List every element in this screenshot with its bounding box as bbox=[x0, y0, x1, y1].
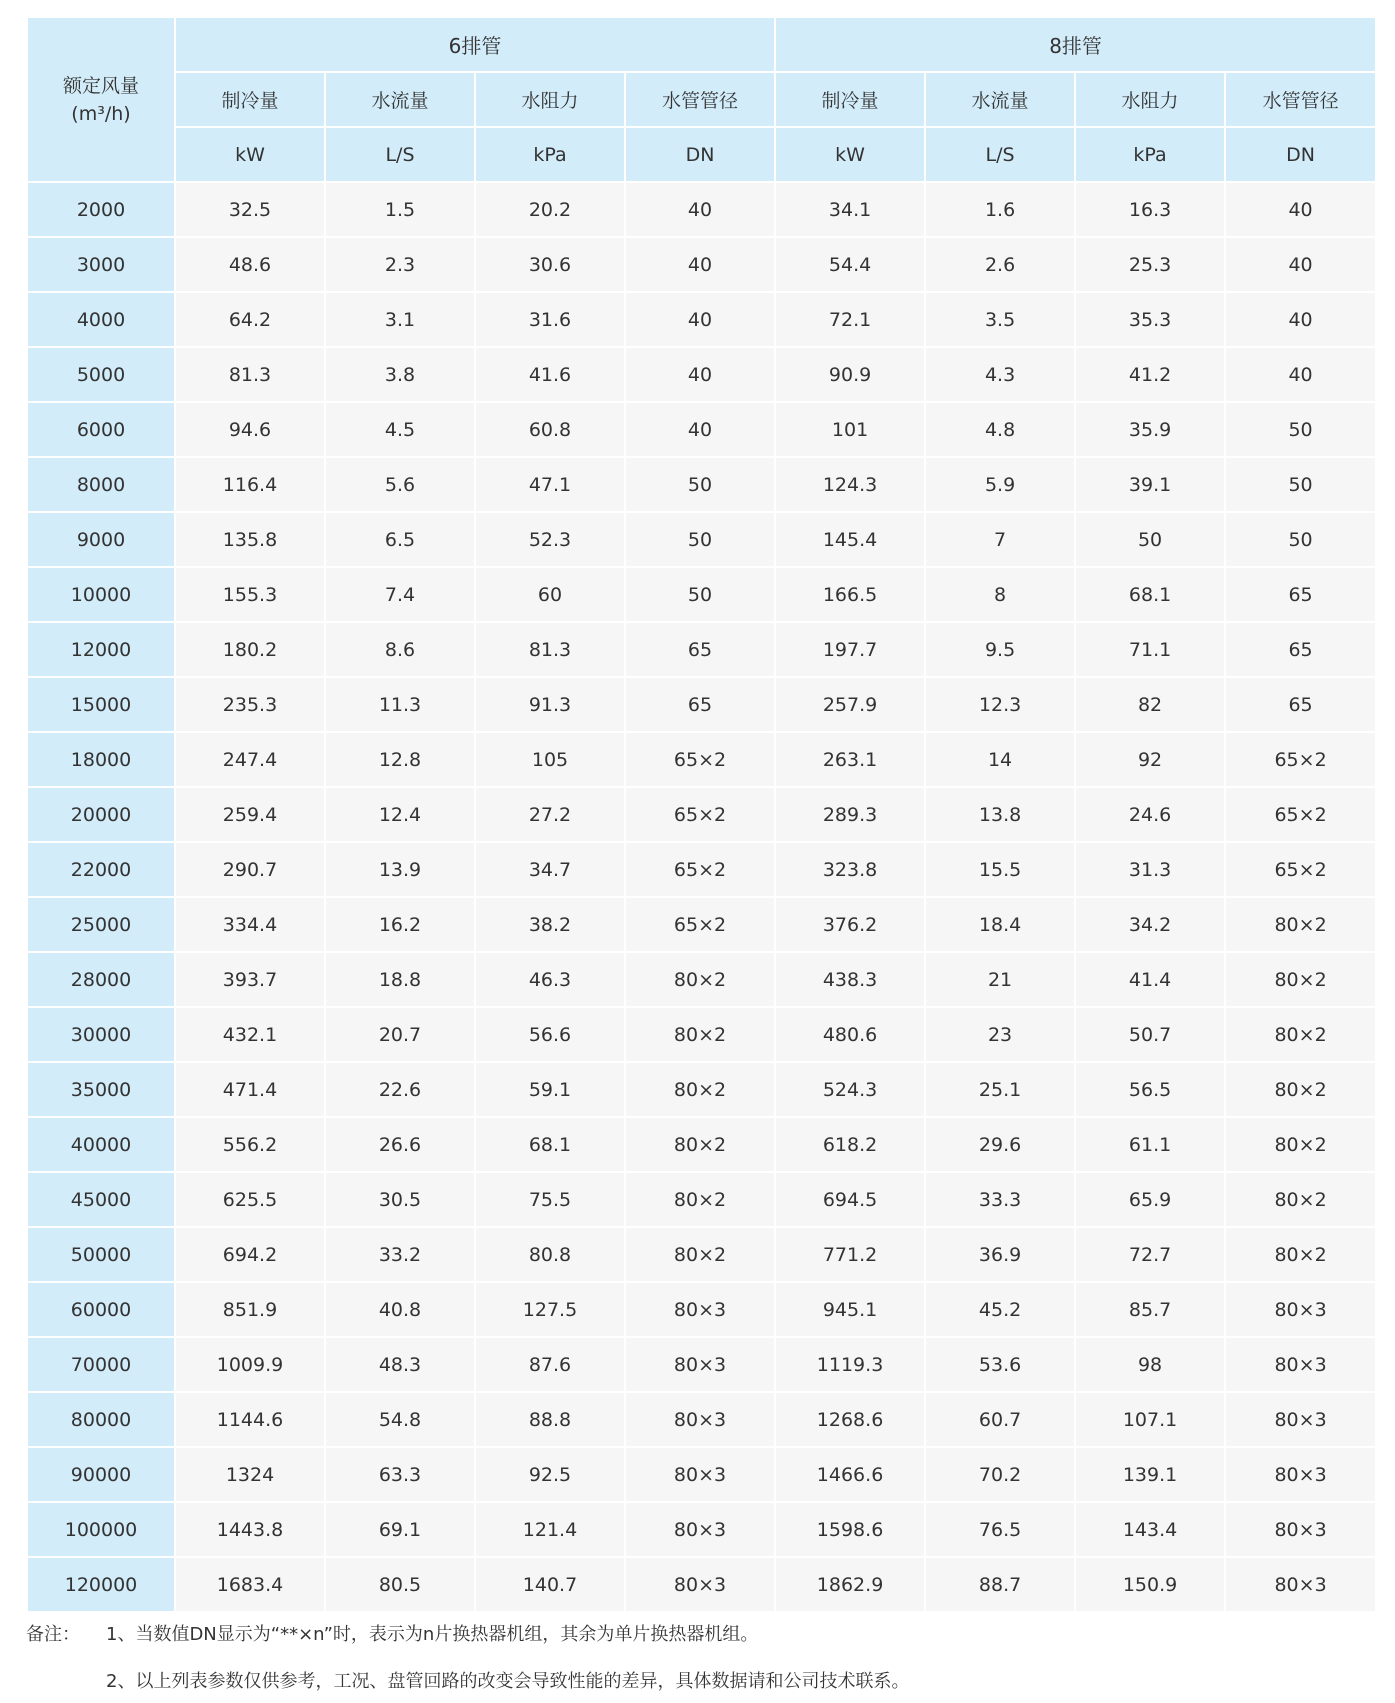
table-row bbox=[27, 1337, 1376, 1392]
table-cell: 22.6 bbox=[325, 1062, 475, 1117]
table-cell: 35.3 bbox=[1075, 292, 1225, 347]
spec-table bbox=[26, 16, 1377, 1613]
table-cell: 54.8 bbox=[325, 1392, 475, 1447]
rated-airflow-label: 额定风量 bbox=[62, 74, 139, 97]
table-cell: 80×3 bbox=[625, 1557, 775, 1612]
airflow-cell: 50000 bbox=[27, 1227, 175, 1282]
table-cell: 65 bbox=[625, 622, 775, 677]
table-cell: 80×3 bbox=[1225, 1447, 1376, 1502]
table-cell: 290.7 bbox=[175, 842, 325, 897]
table-cell: 618.2 bbox=[775, 1117, 925, 1172]
table-cell: 80×3 bbox=[1225, 1392, 1376, 1447]
table-cell: 91.3 bbox=[475, 677, 625, 732]
table-cell: 259.4 bbox=[175, 787, 325, 842]
table-cell: 1009.9 bbox=[175, 1337, 325, 1392]
airflow-cell: 3000 bbox=[27, 237, 175, 292]
table-cell: 139.1 bbox=[1075, 1447, 1225, 1502]
table-cell: 1862.9 bbox=[775, 1557, 925, 1612]
table-cell: 80.8 bbox=[475, 1227, 625, 1282]
table-cell: 20.7 bbox=[325, 1007, 475, 1062]
table-cell: 80×2 bbox=[625, 1172, 775, 1227]
table-cell: 53.6 bbox=[925, 1337, 1075, 1392]
table-body bbox=[27, 182, 1376, 1612]
note-item: 2、以上列表参数仅供参考，工况、盘管回路的改变会导致性能的差异，具体数据请和公司技术联系。 bbox=[106, 1671, 910, 1692]
table-cell: 65 bbox=[1225, 622, 1376, 677]
table-cell: 40 bbox=[625, 237, 775, 292]
table-cell: 80×3 bbox=[625, 1282, 775, 1337]
airflow-cell: 100000 bbox=[27, 1502, 175, 1557]
unit-header: kW bbox=[175, 127, 325, 182]
table-cell: 15.5 bbox=[925, 842, 1075, 897]
table-cell: 50.7 bbox=[1075, 1007, 1225, 1062]
table-cell: 438.3 bbox=[775, 952, 925, 1007]
table-cell: 107.1 bbox=[1075, 1392, 1225, 1447]
table-cell: 33.2 bbox=[325, 1227, 475, 1282]
table-cell: 60.8 bbox=[475, 402, 625, 457]
airflow-cell: 8000 bbox=[27, 457, 175, 512]
table-cell: 1.5 bbox=[325, 182, 475, 237]
table-cell: 80×2 bbox=[625, 1062, 775, 1117]
unit-header: kPa bbox=[1075, 127, 1225, 182]
table-cell: 80×2 bbox=[1225, 1227, 1376, 1282]
table-cell: 80×2 bbox=[1225, 952, 1376, 1007]
airflow-cell: 10000 bbox=[27, 567, 175, 622]
table-cell: 150.9 bbox=[1075, 1557, 1225, 1612]
table-row bbox=[27, 567, 1376, 622]
table-cell: 68.1 bbox=[475, 1117, 625, 1172]
table-cell: 56.5 bbox=[1075, 1062, 1225, 1117]
table-cell: 2.6 bbox=[925, 237, 1075, 292]
table-row bbox=[27, 347, 1376, 402]
unit-row bbox=[27, 127, 1376, 182]
table-cell: 13.9 bbox=[325, 842, 475, 897]
table-cell: 80×3 bbox=[625, 1392, 775, 1447]
table-cell: 80×2 bbox=[1225, 1062, 1376, 1117]
table-cell: 45.2 bbox=[925, 1282, 1075, 1337]
airflow-cell: 2000 bbox=[27, 182, 175, 237]
table-cell: 3.8 bbox=[325, 347, 475, 402]
table-cell: 289.3 bbox=[775, 787, 925, 842]
table-row bbox=[27, 1227, 1376, 1282]
table-cell: 65 bbox=[1225, 567, 1376, 622]
table-row bbox=[27, 1502, 1376, 1557]
table-row bbox=[27, 1392, 1376, 1447]
table-cell: 63.3 bbox=[325, 1447, 475, 1502]
table-row bbox=[27, 512, 1376, 567]
table-cell: 3.1 bbox=[325, 292, 475, 347]
table-cell: 50 bbox=[1075, 512, 1225, 567]
table-cell: 50 bbox=[1225, 457, 1376, 512]
table-cell: 50 bbox=[625, 457, 775, 512]
table-cell: 33.3 bbox=[925, 1172, 1075, 1227]
airflow-cell: 70000 bbox=[27, 1337, 175, 1392]
table-cell: 92 bbox=[1075, 732, 1225, 787]
table-cell: 80×3 bbox=[625, 1337, 775, 1392]
table-cell: 4.3 bbox=[925, 347, 1075, 402]
table-cell: 31.6 bbox=[475, 292, 625, 347]
airflow-cell: 30000 bbox=[27, 1007, 175, 1062]
table-cell: 50 bbox=[1225, 512, 1376, 567]
table-cell: 14 bbox=[925, 732, 1075, 787]
column-header: 制冷量 bbox=[775, 72, 925, 127]
table-cell: 40 bbox=[1225, 237, 1376, 292]
table-cell: 16.3 bbox=[1075, 182, 1225, 237]
table-cell: 393.7 bbox=[175, 952, 325, 1007]
table-cell: 54.4 bbox=[775, 237, 925, 292]
table-cell: 70.2 bbox=[925, 1447, 1075, 1502]
table-cell: 166.5 bbox=[775, 567, 925, 622]
table-row bbox=[27, 1282, 1376, 1337]
column-header: 水阻力 bbox=[475, 72, 625, 127]
table-cell: 80×2 bbox=[1225, 1172, 1376, 1227]
table-header bbox=[27, 17, 1376, 182]
table-cell: 88.8 bbox=[475, 1392, 625, 1447]
table-cell: 82 bbox=[1075, 677, 1225, 732]
table-cell: 76.5 bbox=[925, 1502, 1075, 1557]
table-cell: 64.2 bbox=[175, 292, 325, 347]
table-row bbox=[27, 1062, 1376, 1117]
table-cell: 8.6 bbox=[325, 622, 475, 677]
table-row bbox=[27, 732, 1376, 787]
table-cell: 38.2 bbox=[475, 897, 625, 952]
table-cell: 80×3 bbox=[1225, 1557, 1376, 1612]
table-cell: 4.5 bbox=[325, 402, 475, 457]
table-row bbox=[27, 677, 1376, 732]
note-item: 1、当数值DN显示为“**×n”时，表示为n片换热器机组，其余为单片换热器机组。 bbox=[106, 1624, 759, 1645]
column-header: 制冷量 bbox=[175, 72, 325, 127]
table-cell: 1466.6 bbox=[775, 1447, 925, 1502]
table-cell: 98 bbox=[1075, 1337, 1225, 1392]
table-cell: 1324 bbox=[175, 1447, 325, 1502]
unit-header: kPa bbox=[475, 127, 625, 182]
table-cell: 60 bbox=[475, 567, 625, 622]
table-cell: 27.2 bbox=[475, 787, 625, 842]
table-cell: 145.4 bbox=[775, 512, 925, 567]
table-cell: 24.6 bbox=[1075, 787, 1225, 842]
airflow-cell: 25000 bbox=[27, 897, 175, 952]
unit-header: kW bbox=[775, 127, 925, 182]
table-cell: 25.1 bbox=[925, 1062, 1075, 1117]
group-8-row-header: 8排管 bbox=[775, 17, 1376, 72]
table-cell: 5.6 bbox=[325, 457, 475, 512]
table-cell: 34.7 bbox=[475, 842, 625, 897]
airflow-cell: 22000 bbox=[27, 842, 175, 897]
table-cell: 23 bbox=[925, 1007, 1075, 1062]
table-cell: 12.4 bbox=[325, 787, 475, 842]
table-cell: 124.3 bbox=[775, 457, 925, 512]
column-header: 水阻力 bbox=[1075, 72, 1225, 127]
table-cell: 13.8 bbox=[925, 787, 1075, 842]
table-cell: 32.5 bbox=[175, 182, 325, 237]
table-row bbox=[27, 622, 1376, 677]
table-cell: 36.9 bbox=[925, 1227, 1075, 1282]
table-cell: 694.5 bbox=[775, 1172, 925, 1227]
rated-airflow-header bbox=[27, 17, 175, 182]
table-cell: 40 bbox=[625, 402, 775, 457]
table-cell: 80×2 bbox=[625, 1007, 775, 1062]
table-cell: 180.2 bbox=[175, 622, 325, 677]
table-cell: 72.7 bbox=[1075, 1227, 1225, 1282]
table-cell: 81.3 bbox=[175, 347, 325, 402]
table-cell: 34.1 bbox=[775, 182, 925, 237]
table-cell: 30.5 bbox=[325, 1172, 475, 1227]
table-cell: 524.3 bbox=[775, 1062, 925, 1117]
table-cell: 1443.8 bbox=[175, 1502, 325, 1557]
table-cell: 40 bbox=[625, 182, 775, 237]
table-cell: 12.3 bbox=[925, 677, 1075, 732]
table-cell: 88.7 bbox=[925, 1557, 1075, 1612]
table-cell: 80×2 bbox=[625, 1227, 775, 1282]
table-row bbox=[27, 842, 1376, 897]
table-row bbox=[27, 952, 1376, 1007]
table-cell: 235.3 bbox=[175, 677, 325, 732]
airflow-cell: 35000 bbox=[27, 1062, 175, 1117]
table-cell: 1268.6 bbox=[775, 1392, 925, 1447]
table-cell: 11.3 bbox=[325, 677, 475, 732]
table-cell: 80×2 bbox=[1225, 1117, 1376, 1172]
table-cell: 80×2 bbox=[1225, 897, 1376, 952]
table-cell: 556.2 bbox=[175, 1117, 325, 1172]
table-cell: 21 bbox=[925, 952, 1075, 1007]
table-cell: 143.4 bbox=[1075, 1502, 1225, 1557]
table-cell: 68.1 bbox=[1075, 567, 1225, 622]
table-cell: 851.9 bbox=[175, 1282, 325, 1337]
table-cell: 40 bbox=[1225, 347, 1376, 402]
table-cell: 31.3 bbox=[1075, 842, 1225, 897]
table-cell: 127.5 bbox=[475, 1282, 625, 1337]
table-cell: 7.4 bbox=[325, 567, 475, 622]
table-row bbox=[27, 182, 1376, 237]
table-cell: 4.8 bbox=[925, 402, 1075, 457]
table-cell: 80×3 bbox=[1225, 1282, 1376, 1337]
table-cell: 48.3 bbox=[325, 1337, 475, 1392]
table-cell: 46.3 bbox=[475, 952, 625, 1007]
table-cell: 376.2 bbox=[775, 897, 925, 952]
column-header: 水流量 bbox=[925, 72, 1075, 127]
table-cell: 85.7 bbox=[1075, 1282, 1225, 1337]
table-cell: 1683.4 bbox=[175, 1557, 325, 1612]
table-row bbox=[27, 402, 1376, 457]
airflow-cell: 28000 bbox=[27, 952, 175, 1007]
table-cell: 80×3 bbox=[625, 1502, 775, 1557]
table-cell: 65×2 bbox=[1225, 732, 1376, 787]
table-cell: 6.5 bbox=[325, 512, 475, 567]
table-cell: 94.6 bbox=[175, 402, 325, 457]
table-cell: 65 bbox=[1225, 677, 1376, 732]
table-cell: 75.5 bbox=[475, 1172, 625, 1227]
table-cell: 29.6 bbox=[925, 1117, 1075, 1172]
table-cell: 65×2 bbox=[625, 842, 775, 897]
table-cell: 40 bbox=[625, 347, 775, 402]
table-cell: 90.9 bbox=[775, 347, 925, 402]
table-cell: 105 bbox=[475, 732, 625, 787]
table-cell: 257.9 bbox=[775, 677, 925, 732]
table-cell: 72.1 bbox=[775, 292, 925, 347]
airflow-cell: 12000 bbox=[27, 622, 175, 677]
table-cell: 101 bbox=[775, 402, 925, 457]
notes-label: 备注： bbox=[26, 1624, 80, 1645]
table-row bbox=[27, 1117, 1376, 1172]
table-cell: 3.5 bbox=[925, 292, 1075, 347]
table-cell: 7 bbox=[925, 512, 1075, 567]
table-cell: 41.2 bbox=[1075, 347, 1225, 402]
table-cell: 80×3 bbox=[625, 1447, 775, 1502]
table-cell: 92.5 bbox=[475, 1447, 625, 1502]
table-cell: 50 bbox=[1225, 402, 1376, 457]
column-name-row bbox=[27, 72, 1376, 127]
table-cell: 65.9 bbox=[1075, 1172, 1225, 1227]
table-cell: 41.4 bbox=[1075, 952, 1225, 1007]
airflow-cell: 60000 bbox=[27, 1282, 175, 1337]
table-row bbox=[27, 292, 1376, 347]
column-header: 水管管径 bbox=[625, 72, 775, 127]
unit-header: DN bbox=[1225, 127, 1376, 182]
table-cell: 34.2 bbox=[1075, 897, 1225, 952]
airflow-cell: 40000 bbox=[27, 1117, 175, 1172]
table-cell: 1598.6 bbox=[775, 1502, 925, 1557]
airflow-cell: 4000 bbox=[27, 292, 175, 347]
airflow-cell: 90000 bbox=[27, 1447, 175, 1502]
table-cell: 30.6 bbox=[475, 237, 625, 292]
table-cell: 65×2 bbox=[625, 732, 775, 787]
table-cell: 65×2 bbox=[1225, 787, 1376, 842]
table-row bbox=[27, 1007, 1376, 1062]
table-cell: 65 bbox=[625, 677, 775, 732]
table-cell: 39.1 bbox=[1075, 457, 1225, 512]
table-cell: 12.8 bbox=[325, 732, 475, 787]
table-row bbox=[27, 457, 1376, 512]
table-cell: 52.3 bbox=[475, 512, 625, 567]
table-cell: 40.8 bbox=[325, 1282, 475, 1337]
table-cell: 140.7 bbox=[475, 1557, 625, 1612]
table-cell: 80×2 bbox=[625, 952, 775, 1007]
table-cell: 41.6 bbox=[475, 347, 625, 402]
table-cell: 81.3 bbox=[475, 622, 625, 677]
group-6-row-header: 6排管 bbox=[175, 17, 775, 72]
table-cell: 1119.3 bbox=[775, 1337, 925, 1392]
table-row bbox=[27, 237, 1376, 292]
table-cell: 65×2 bbox=[1225, 842, 1376, 897]
unit-header: L/S bbox=[925, 127, 1075, 182]
table-row bbox=[27, 787, 1376, 842]
table-cell: 80×2 bbox=[1225, 1007, 1376, 1062]
table-cell: 20.2 bbox=[475, 182, 625, 237]
table-cell: 50 bbox=[625, 567, 775, 622]
table-row bbox=[27, 1172, 1376, 1227]
table-cell: 50 bbox=[625, 512, 775, 567]
table-cell: 60.7 bbox=[925, 1392, 1075, 1447]
table-cell: 40 bbox=[1225, 292, 1376, 347]
table-cell: 26.6 bbox=[325, 1117, 475, 1172]
table-cell: 48.6 bbox=[175, 237, 325, 292]
table-cell: 135.8 bbox=[175, 512, 325, 567]
table-cell: 80×3 bbox=[1225, 1337, 1376, 1392]
table-cell: 1144.6 bbox=[175, 1392, 325, 1447]
airflow-cell: 80000 bbox=[27, 1392, 175, 1447]
rated-airflow-unit: (m³/h) bbox=[71, 102, 131, 125]
table-cell: 61.1 bbox=[1075, 1117, 1225, 1172]
column-header: 水管管径 bbox=[1225, 72, 1376, 127]
table-cell: 9.5 bbox=[925, 622, 1075, 677]
table-cell: 155.3 bbox=[175, 567, 325, 622]
table-cell: 323.8 bbox=[775, 842, 925, 897]
table-row bbox=[27, 1557, 1376, 1612]
table-cell: 116.4 bbox=[175, 457, 325, 512]
table-cell: 71.1 bbox=[1075, 622, 1225, 677]
table-cell: 5.9 bbox=[925, 457, 1075, 512]
unit-header: DN bbox=[625, 127, 775, 182]
airflow-cell: 15000 bbox=[27, 677, 175, 732]
table-cell: 480.6 bbox=[775, 1007, 925, 1062]
airflow-cell: 18000 bbox=[27, 732, 175, 787]
table-cell: 69.1 bbox=[325, 1502, 475, 1557]
table-cell: 80×2 bbox=[625, 1117, 775, 1172]
table-cell: 334.4 bbox=[175, 897, 325, 952]
table-cell: 121.4 bbox=[475, 1502, 625, 1557]
table-cell: 16.2 bbox=[325, 897, 475, 952]
table-cell: 471.4 bbox=[175, 1062, 325, 1117]
airflow-cell: 6000 bbox=[27, 402, 175, 457]
airflow-cell: 9000 bbox=[27, 512, 175, 567]
table-cell: 40 bbox=[1225, 182, 1376, 237]
table-cell: 694.2 bbox=[175, 1227, 325, 1282]
table-cell: 65×2 bbox=[625, 897, 775, 952]
table-cell: 945.1 bbox=[775, 1282, 925, 1337]
airflow-cell: 45000 bbox=[27, 1172, 175, 1227]
airflow-cell: 5000 bbox=[27, 347, 175, 402]
table-cell: 18.4 bbox=[925, 897, 1075, 952]
table-cell: 18.8 bbox=[325, 952, 475, 1007]
table-cell: 25.3 bbox=[1075, 237, 1225, 292]
table-cell: 40 bbox=[625, 292, 775, 347]
table-cell: 1.6 bbox=[925, 182, 1075, 237]
unit-header: L/S bbox=[325, 127, 475, 182]
airflow-cell: 20000 bbox=[27, 787, 175, 842]
table-cell: 80.5 bbox=[325, 1557, 475, 1612]
table-cell: 625.5 bbox=[175, 1172, 325, 1227]
table-cell: 432.1 bbox=[175, 1007, 325, 1062]
airflow-cell: 120000 bbox=[27, 1557, 175, 1612]
table-cell: 2.3 bbox=[325, 237, 475, 292]
table-cell: 35.9 bbox=[1075, 402, 1225, 457]
table-cell: 197.7 bbox=[775, 622, 925, 677]
table-cell: 47.1 bbox=[475, 457, 625, 512]
table-cell: 65×2 bbox=[625, 787, 775, 842]
table-cell: 59.1 bbox=[475, 1062, 625, 1117]
table-cell: 56.6 bbox=[475, 1007, 625, 1062]
table-row bbox=[27, 897, 1376, 952]
table-cell: 247.4 bbox=[175, 732, 325, 787]
table-cell: 8 bbox=[925, 567, 1075, 622]
table-cell: 263.1 bbox=[775, 732, 925, 787]
column-header: 水流量 bbox=[325, 72, 475, 127]
table-cell: 771.2 bbox=[775, 1227, 925, 1282]
table-cell: 87.6 bbox=[475, 1337, 625, 1392]
table-cell: 80×3 bbox=[1225, 1502, 1376, 1557]
table-row bbox=[27, 1447, 1376, 1502]
